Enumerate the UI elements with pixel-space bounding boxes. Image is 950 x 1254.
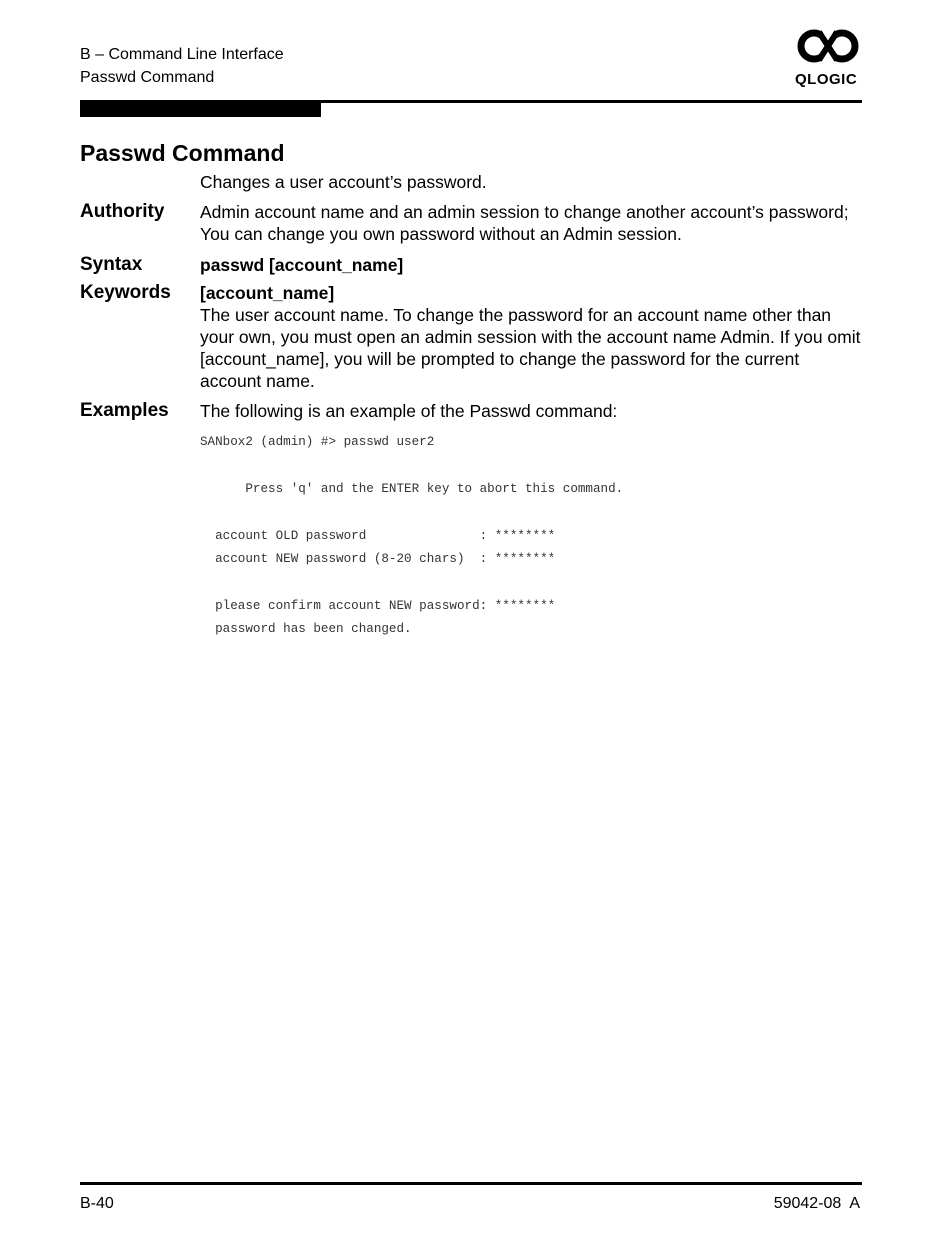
keyword-term: [account_name] (200, 283, 335, 303)
keyword-description: The user account name. To change the password for an account name other than your own, you must open an admin session with the account name Admin. If you omit [account_name], you will be prompted to change the password for the current account name. (200, 305, 861, 391)
examples-label: Examples (80, 400, 169, 421)
authority-label: Authority (80, 201, 165, 222)
logo-wordmark: QLOGIC (795, 71, 858, 88)
header-tab-bar (80, 103, 321, 117)
footer-rule (80, 1182, 862, 1185)
keywords-label: Keywords (80, 282, 171, 303)
authority-text: Admin account name and an admin session to change another account’s password; You can change you own password without an Admin session. (200, 202, 849, 244)
qlogic-logo-mark (793, 24, 863, 70)
examples-intro: The following is an example of the Passwd command: (200, 401, 618, 421)
header-chapter: B – Command Line Interface (80, 46, 284, 63)
description-text: Changes a user account’s password. (200, 172, 487, 192)
page-title: Passwd Command (80, 140, 285, 166)
page-number: B-40 (80, 1195, 114, 1212)
syntax-text: passwd [account_name] (200, 255, 404, 275)
qlogic-logo (793, 24, 867, 92)
example-code-block: SANbox2 (admin) #> passwd user2 Press 'q' and the ENTER key to abort this command. account OLD password : ******** account NEW password (8-20 chars) : ******** please confirm account NEW password: ******** password has been changed. (200, 435, 624, 637)
running-header (80, 43, 284, 89)
header-section: Passwd Command (80, 69, 215, 86)
syntax-label: Syntax (80, 254, 143, 275)
document-number: 59042-08 A (773, 1195, 860, 1212)
keywords-content (200, 282, 862, 392)
